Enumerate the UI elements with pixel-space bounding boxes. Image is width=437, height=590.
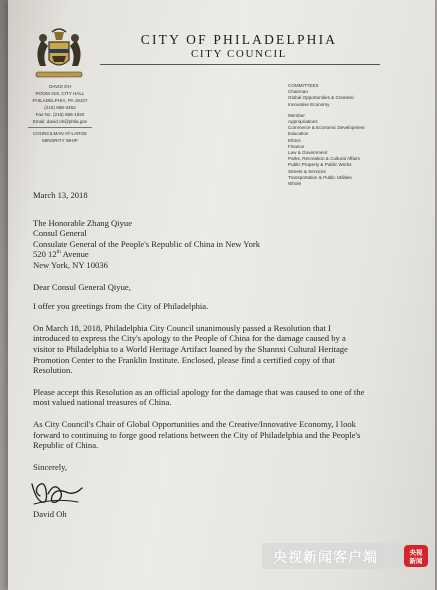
committees-block bbox=[288, 83, 408, 187]
paragraph-line: Resolution. bbox=[33, 365, 73, 376]
paragraph-2 bbox=[33, 323, 391, 376]
letterhead-rule bbox=[100, 64, 380, 65]
paragraph-line: I offer you greetings from the City of Philadelphia. bbox=[33, 301, 209, 312]
watermark-text: 央视新闻客户端 bbox=[273, 550, 378, 566]
paragraph-line: forward to continuing to forge good relations between the City of Philadelphia and the People's bbox=[33, 429, 361, 440]
member-item: Parks, Recreation & Cultural Affairs bbox=[288, 156, 360, 162]
paragraph-line: most valued national treasures of China. bbox=[33, 397, 172, 408]
paragraph-line: Republic of China. bbox=[33, 440, 99, 451]
chairman-item: Innovative Economy bbox=[288, 101, 330, 107]
member-item: Ethics bbox=[288, 137, 301, 143]
recipient-street bbox=[33, 249, 391, 260]
recipient-city: New York, NY 10036 bbox=[33, 259, 108, 270]
contact-line: ROOM 319, CITY HALL bbox=[35, 91, 85, 96]
street-ordinal: th bbox=[56, 249, 61, 256]
letter-date: March 13, 2018 bbox=[33, 190, 88, 200]
member-item: Public Property & Public Works bbox=[288, 162, 352, 168]
paragraph-line: introduced to express the City's apology to the People of China for the damage caused by a bbox=[33, 333, 346, 344]
sender-contact-block bbox=[20, 83, 100, 144]
role-line: MINORITY WHIP bbox=[42, 138, 78, 143]
paragraph-1 bbox=[33, 301, 391, 312]
letter-body bbox=[33, 190, 391, 472]
handwritten-signature bbox=[26, 476, 86, 508]
letterhead-subtitle: CITY COUNCIL bbox=[190, 48, 288, 60]
letterhead-title: CITY OF PHILADELPHIA bbox=[140, 32, 338, 47]
chairman-label: Chairman bbox=[288, 89, 308, 95]
street-number: 520 12 bbox=[33, 249, 57, 260]
member-item: Appropriations bbox=[288, 119, 318, 125]
member-label: Member bbox=[288, 112, 305, 118]
city-seal-emblem bbox=[30, 22, 88, 82]
contact-line: Fax No. (215) 686-1920 bbox=[35, 112, 85, 117]
paragraph-line: Promotion Center to the Franklin Institute. Enclosed, please find a certified copy of that bbox=[33, 354, 335, 365]
contact-line: PHILADELPHIA, PA 19107 bbox=[32, 98, 88, 103]
member-item: Commerce & Economic Development bbox=[288, 125, 365, 131]
recipient-address bbox=[33, 218, 391, 271]
salutation: Dear Consul General Qiyue, bbox=[33, 281, 131, 292]
member-item: Law & Government bbox=[288, 150, 328, 156]
member-item: Transportation & Public Utilities bbox=[288, 174, 352, 180]
cctv-news-logo-icon bbox=[404, 545, 428, 567]
member-item: Streets & Services bbox=[288, 168, 326, 174]
logo-text-line: 新闻 bbox=[409, 557, 423, 565]
paragraph-4 bbox=[33, 419, 391, 451]
contact-line: Email: david.oh@phila.gov bbox=[32, 119, 88, 124]
recipient-title: Consul General bbox=[33, 228, 87, 239]
chairman-item: Global Opportunities & Creative/ bbox=[288, 95, 354, 101]
contact-divider bbox=[28, 127, 92, 128]
logo-text-line: 央视 bbox=[409, 548, 423, 557]
paragraph-3 bbox=[33, 387, 391, 408]
paragraph-line: As City Council's Chair of Global Opportunities and the Creative/Innovative Economy, I look bbox=[33, 418, 356, 429]
contact-line: DAVID OH bbox=[49, 84, 71, 89]
contact-line: (215) 686-3452 bbox=[44, 105, 76, 110]
paragraph-line: On March 18, 2018, Philadelphia City Council unanimously passed a Resolution that I bbox=[33, 322, 331, 333]
member-item: Finance bbox=[288, 143, 305, 149]
street-name: Avenue bbox=[60, 249, 89, 260]
closing: Sincerely, bbox=[33, 461, 68, 472]
paragraph-line: visitor to Philadelphia to a World Heritage Artifact loaned by the Shannxi Cultural Heritage bbox=[33, 343, 348, 354]
recipient-office: Consulate General of the People's Republic of China in New York bbox=[33, 238, 261, 249]
member-item: Education bbox=[288, 131, 309, 137]
role-line: COUNCILMAN AT-LARGE bbox=[32, 131, 88, 136]
recipient-name: The Honorable Zhang Qiyue bbox=[33, 217, 133, 228]
watermark-banner bbox=[262, 543, 432, 569]
paragraph-line: Please accept this Resolution as an official apology for the damage that was caused to one of the bbox=[33, 386, 365, 397]
committees-heading: COMMITTEES bbox=[288, 83, 319, 88]
signer-name: David Oh bbox=[33, 509, 67, 519]
member-item: Whole bbox=[288, 181, 302, 187]
